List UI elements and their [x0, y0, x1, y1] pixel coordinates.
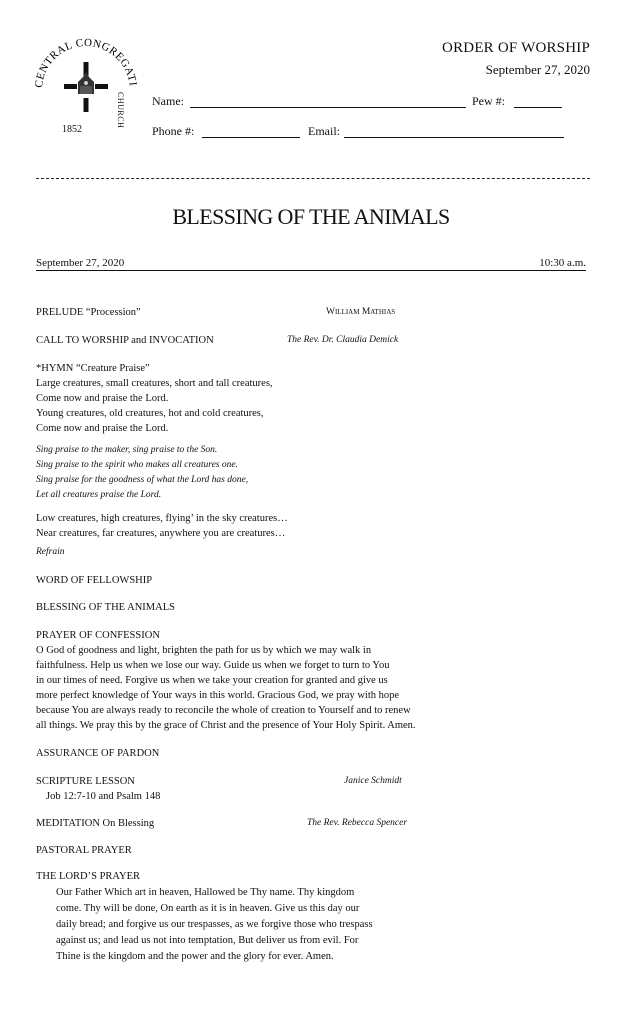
call-to-worship-label: CALL TO WORSHIP and INVOCATION [36, 335, 214, 346]
meditation-credit: The Rev. Rebecca Spencer [307, 818, 408, 828]
scripture-label: SCRIPTURE LESSON [36, 776, 135, 787]
call-to-worship-credit: The Rev. Dr. Claudia Demick [287, 335, 399, 345]
pew-label: Pew #: [472, 94, 505, 108]
service-date: September 27, 2020 [36, 257, 125, 269]
confession-line: O God of goodness and light, brighten the path for us by which we may walk in [36, 645, 372, 656]
hymn-refrain-line: Sing praise to the spirit who makes all creatures one. [36, 460, 238, 470]
hymn-label: *HYMN “Creature Praise” [36, 363, 150, 374]
order-of-worship-title: ORDER OF WORSHIP [442, 40, 590, 56]
lords-prayer-line: come. Thy will be done, On earth as it is in heaven. Give us this day our [56, 903, 360, 914]
name-field[interactable] [190, 107, 466, 108]
meditation-label: MEDITATION On Blessing [36, 818, 155, 829]
hymn-verse1-line: Large creatures, small creatures, short and tall creatures, [36, 378, 273, 389]
blessing-of-animals-heading: BLESSING OF THE ANIMALS [36, 602, 175, 613]
confession-line: more perfect knowledge of Your ways in this world. Gracious God, we pray with hope [36, 690, 400, 701]
cut-line-divider [36, 178, 590, 179]
hymn-refrain-line: Sing praise for the goodness of what the Lord has done, [36, 475, 249, 485]
hymn-verse2-line: Near creatures, far creatures, anywhere you are creatures… [36, 528, 286, 539]
hymn-verse1-line: Come now and praise the Lord. [36, 423, 169, 434]
header-date: September 27, 2020 [485, 62, 590, 77]
phone-field[interactable] [202, 137, 300, 138]
lords-prayer-line: Thine is the kingdom and the power and the glory for ever. Amen. [56, 951, 334, 962]
pastoral-prayer: PASTORAL PRAYER [36, 845, 132, 856]
prelude-credit: William Mathias [326, 307, 396, 317]
lords-prayer-line: against us; and lead us not into temptation, But deliver us from evil. For [56, 935, 359, 946]
service-dateline [36, 257, 586, 271]
assurance-of-pardon: ASSURANCE OF PARDON [36, 748, 160, 759]
confession-line: all things. We pray this by the grace of Christ and the presence of Your Holy Spirit. Amen. [36, 720, 416, 731]
service-title: BLESSING OF THE ANIMALS [172, 204, 450, 229]
confession-line: because You are always ready to reconcile the whole of creation to Yourself and to renew [36, 705, 411, 716]
church-seal-icon [28, 28, 144, 144]
church-seal-logo [28, 28, 144, 144]
seal-church-word: CHURCH [116, 92, 125, 129]
hymn-verse1-line: Young creatures, old creatures, hot and cold creatures, [36, 408, 264, 419]
hymn-refrain-label: Refrain [36, 547, 65, 557]
pew-field[interactable] [514, 107, 562, 108]
seal-year: 1852 [62, 124, 82, 135]
lords-prayer-line: daily bread; and forgive us our trespasses, as we forgive those who trespass [56, 919, 373, 930]
name-label: Name: [152, 94, 184, 108]
phone-label: Phone #: [152, 124, 195, 138]
hymn-refrain-line: Sing praise to the maker, sing praise to the Son. [36, 445, 218, 455]
prelude-label: PRELUDE “Procession” [36, 307, 141, 318]
scripture-reading: Job 12:7-10 and Psalm 148 [46, 791, 161, 802]
confession-line: faithfulness. Help us when we lose our way. Guide us when we forget to turn to You [36, 660, 390, 671]
hymn-verse1-line: Come now and praise the Lord. [36, 393, 169, 404]
email-field[interactable] [344, 137, 564, 138]
svg-text:CENTRAL CONGREGATIONAL: CENTRAL CONGREGATI [32, 36, 139, 89]
confession-label: PRAYER OF CONFESSION [36, 630, 160, 641]
email-label: Email: [308, 124, 340, 138]
hymn-verse2-line: Low creatures, high creatures, flying’ in the sky creatures… [36, 513, 288, 524]
scripture-credit: Janice Schmidt [344, 776, 402, 786]
service-time: 10:30 a.m. [539, 257, 586, 269]
lords-prayer-label: THE LORD’S PRAYER [36, 871, 141, 882]
word-of-fellowship: WORD OF FELLOWSHIP [36, 575, 153, 586]
hymn-refrain-line: Let all creatures praise the Lord. [36, 490, 162, 500]
lords-prayer-line: Our Father Which art in heaven, Hallowed be Thy name. Thy kingdom [56, 887, 355, 898]
confession-line: in our times of need. Forgive us when we take your creation for granted and give us [36, 675, 388, 686]
